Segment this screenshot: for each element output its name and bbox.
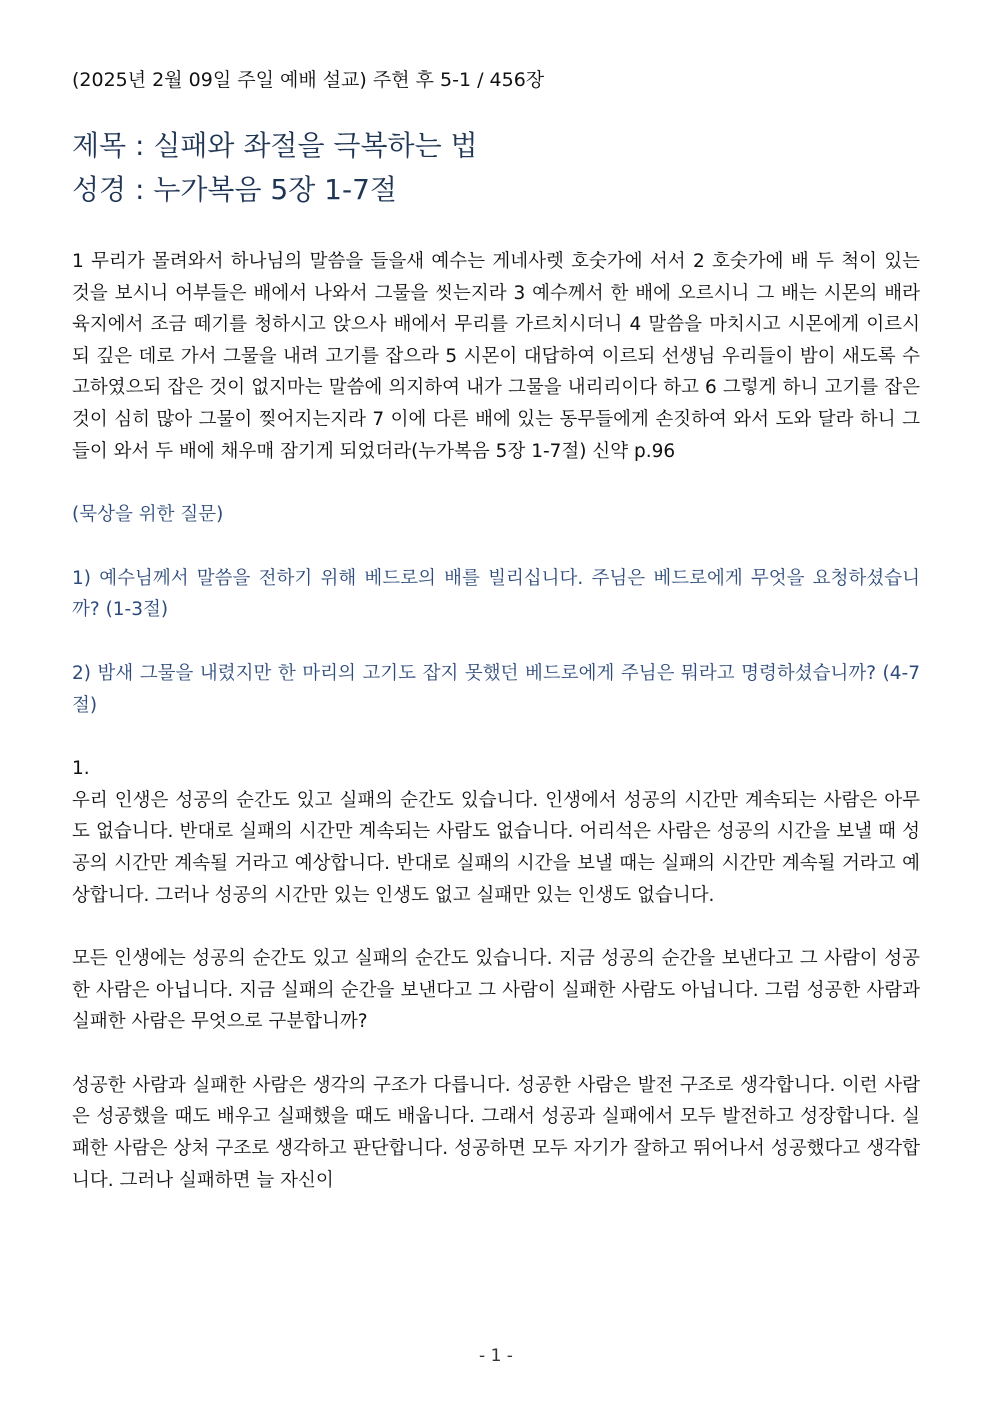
scripture-text: 1 무리가 몰려와서 하나님의 말씀을 들을새 예수는 게네사렛 호숫가에 서서 2 호숫가에 배 두 척이 있는 것을 보시니 어부들은 배에서 나와서 그물을 씻는지라 3 예수께서 한 배에 오르시니 그 배는 시몬의 배라 육지에서 조금 떼기를 청하시고 앉으사 배에서 무리를 가르치시더니 4 말씀을 마치시고 시몬에게 이르시되 깊은 데로 가서 그물을 내려 고기를 잡으라 5 시몬이 대답하여 이르되 선생님 우리들이 밤이 새도록 수고하였으되 잡은 것이 없지마는 말씀에 의지하여 내가 그물을 내리리이다 하고 6 그렇게 하니 고기를 잡은 것이 심히 많아 그물이 찢어지는지라 7 이에 다른 배에 있는 동무들에게 손짓하여 와서 도와 달라 하니 그들이 와서 두 배에 채우매 잠기게 되었더라(누가복음 5장 1-7절) 신약 p.96 bbox=[72, 251, 920, 462]
title-block bbox=[72, 124, 920, 212]
sermon-title: 제목 : 실패와 좌절을 극복하는 법 bbox=[72, 129, 478, 162]
scripture-reference: 성경 : 누가복음 5장 1-7절 bbox=[72, 173, 397, 206]
body-paragraph-1: 우리 인생은 성공의 순간도 있고 실패의 순간도 있습니다. 인생에서 성공의 시간만 계속되는 사람은 아무도 없습니다. 반대로 실패의 시간만 계속되는 사람도 없습니다. 어리석은 사람은 성공의 시간을 보낼 때 성공의 시간만 계속될 거라고 예상합니다. 반대로 실패의 시간을 보낼 때는 실패의 시간만 계속될 거라고 예상합니다. 그러나 성공의 시간만 있는 인생도 없고 실패만 있는 인생도 없습니다. bbox=[72, 789, 920, 906]
body-paragraph-3: 성공한 사람과 실패한 사람은 생각의 구조가 다릅니다. 성공한 사람은 발전 구조로 생각합니다. 이런 사람은 성공했을 때도 배우고 실패했을 때도 배웁니다. 그래서 성공과 실패에서 모두 발전하고 성장합니다. 실패한 사람은 상처 구조로 생각하고 판단합니다. 성공하면 모두 자기가 잘하고 뛰어나서 성공했다고 생각합니다. 그러나 실패하면 늘 자신이 bbox=[72, 1074, 920, 1191]
section-number: 1. bbox=[72, 758, 90, 780]
page-number: - 1 - bbox=[479, 1346, 513, 1366]
meditation-question-1: 1) 예수님께서 말씀을 전하기 위해 베드로의 배를 빌리십니다. 주님은 베드로에게 무엇을 요청하셨습니까? (1-3절) bbox=[72, 567, 920, 621]
meditation-question-2: 2) 밤새 그물을 내렸지만 한 마리의 고기도 잡지 못했던 베드로에게 주님은 뭐라고 명령하셨습니까? (4-7절) bbox=[72, 662, 920, 716]
document-page bbox=[72, 64, 920, 1196]
service-info-line: (2025년 2월 09일 주일 예배 설교) 주현 후 5-1 / 456장 bbox=[72, 69, 545, 91]
meditation-heading: (묵상을 위한 질문) bbox=[72, 504, 224, 526]
body-paragraph-2: 모든 인생에는 성공의 순간도 있고 실패의 순간도 있습니다. 지금 성공의 순간을 보낸다고 그 사람이 성공한 사람은 아닙니다. 지금 실패의 순간을 보낸다고 그 사람이 실패한 사람도 아닙니다. 그럼 성공한 사람과 실패한 사람은 무엇으로 구분합니까? bbox=[72, 948, 920, 1033]
